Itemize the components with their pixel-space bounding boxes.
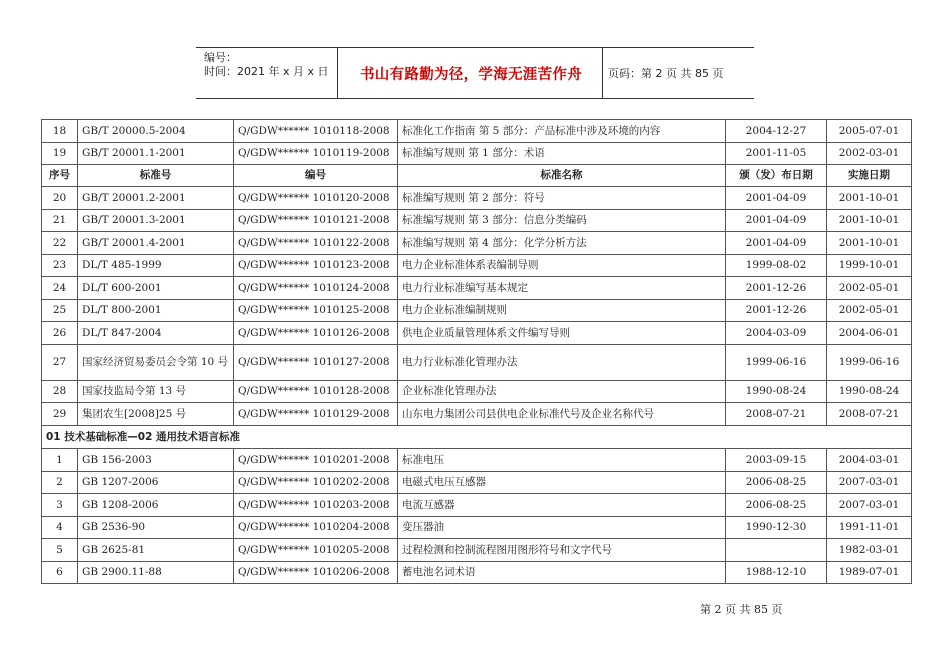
cell-std: 集团农生[2008]25 号: [78, 403, 234, 426]
cell-code: Q/GDW****** 1010123-2008: [234, 255, 398, 277]
header-divider: [337, 48, 338, 98]
table-row: [42, 120, 912, 143]
cell-no: 19: [42, 143, 78, 165]
table-row: [42, 517, 912, 539]
cell-issue: 2001-11-05: [726, 143, 827, 165]
table-row: [42, 210, 912, 232]
cell-impl: 1990-08-24: [827, 381, 912, 403]
cell-name: 电力行业标准化管理办法: [398, 345, 726, 381]
cell-name: 标准编写规则 第 1 部分：术语: [398, 143, 726, 165]
cell-std: GB 1207-2006: [78, 472, 234, 494]
cell-code: Q/GDW****** 1010126-2008: [234, 322, 398, 345]
table-row: [42, 143, 912, 165]
table-row: [42, 345, 912, 381]
cell-name: 企业标准化管理办法: [398, 381, 726, 403]
cell-code: Q/GDW****** 1010128-2008: [234, 381, 398, 403]
cell-no: 20: [42, 187, 78, 210]
cell-std: GB/T 20001.4-2001: [78, 232, 234, 255]
cell-name: 过程检测和控制流程图用图形符号和文字代号: [398, 539, 726, 562]
cell-issue: 2001-12-26: [726, 277, 827, 300]
cell-impl: 1999-10-01: [827, 255, 912, 277]
cell-issue: 1999-06-16: [726, 345, 827, 381]
table-row: [42, 449, 912, 472]
cell-no: 18: [42, 120, 78, 143]
cell-std: 国家经济贸易委员会令第 10 号: [78, 345, 234, 381]
cell-code: Q/GDW****** 1010206-2008: [234, 562, 398, 584]
cell-no: 6: [42, 562, 78, 584]
cell-impl: 2001-10-01: [827, 232, 912, 255]
cell-std: GB/T 20001.3-2001: [78, 210, 234, 232]
section-row: [42, 426, 912, 449]
cell-impl: 2004-06-01: [827, 322, 912, 345]
table-row: [42, 232, 912, 255]
cell-name: 变压器油: [398, 517, 726, 539]
cell-no: 28: [42, 381, 78, 403]
cell-std: DL/T 600-2001: [78, 277, 234, 300]
standards-table: [41, 119, 912, 584]
cell-impl: 2002-05-01: [827, 277, 912, 300]
cell-impl: 1982-03-01: [827, 539, 912, 562]
cell-code: Q/GDW****** 1010201-2008: [234, 449, 398, 472]
cell-std: GB 156-2003: [78, 449, 234, 472]
cell-issue: 1990-12-30: [726, 517, 827, 539]
cell-impl: 2001-10-01: [827, 187, 912, 210]
section-title: 01 技术基础标准—02 通用技术语言标准: [42, 426, 912, 449]
cell-code: Q/GDW****** 1010121-2008: [234, 210, 398, 232]
cell-no: 21: [42, 210, 78, 232]
cell-issue: 2001-12-26: [726, 300, 827, 322]
cell-name: 标准编写规则 第 2 部分：符号: [398, 187, 726, 210]
cell-impl: 2008-07-21: [827, 403, 912, 426]
page-header: [196, 47, 754, 99]
cell-std: GB/T 20000.5-2004: [78, 120, 234, 143]
column-header: 序号: [42, 165, 78, 187]
cell-issue: 2001-04-09: [726, 210, 827, 232]
cell-code: Q/GDW****** 1010127-2008: [234, 345, 398, 381]
cell-code: Q/GDW****** 1010204-2008: [234, 517, 398, 539]
cell-std: GB 2625-81: [78, 539, 234, 562]
cell-std: GB 1208-2006: [78, 494, 234, 517]
table-body: [42, 449, 912, 584]
column-header: 标准号: [78, 165, 234, 187]
cell-std: GB 2536-90: [78, 517, 234, 539]
cell-no: 26: [42, 322, 78, 345]
cell-std: 国家技监局令第 13 号: [78, 381, 234, 403]
table-row: [42, 494, 912, 517]
table-row: [42, 322, 912, 345]
cell-std: DL/T 847-2004: [78, 322, 234, 345]
cell-impl: 2002-05-01: [827, 300, 912, 322]
cell-name: 标准电压: [398, 449, 726, 472]
cell-impl: 1999-06-16: [827, 345, 912, 381]
column-header: 实施日期: [827, 165, 912, 187]
cell-std: GB/T 20001.2-2001: [78, 187, 234, 210]
cell-impl: 1991-11-01: [827, 517, 912, 539]
cell-code: Q/GDW****** 1010122-2008: [234, 232, 398, 255]
cell-issue: 1999-08-02: [726, 255, 827, 277]
header-divider: [602, 48, 603, 98]
table-row: [42, 381, 912, 403]
column-header: 颁（发）布日期: [726, 165, 827, 187]
cell-issue: 2001-04-09: [726, 187, 827, 210]
cell-name: 电磁式电压互感器: [398, 472, 726, 494]
cell-std: GB/T 20001.1-2001: [78, 143, 234, 165]
cell-code: Q/GDW****** 1010119-2008: [234, 143, 398, 165]
cell-name: 供电企业质量管理体系文件编写导则: [398, 322, 726, 345]
cell-name: 标准化工作指南 第 5 部分：产品标准中涉及环境的内容: [398, 120, 726, 143]
cell-impl: 2004-03-01: [827, 449, 912, 472]
cell-no: 23: [42, 255, 78, 277]
table-body: [42, 187, 912, 426]
cell-std: DL/T 800-2001: [78, 300, 234, 322]
cell-code: Q/GDW****** 1010118-2008: [234, 120, 398, 143]
cell-std: GB 2900.11-88: [78, 562, 234, 584]
cell-issue: 2004-12-27: [726, 120, 827, 143]
cell-issue: 2004-03-09: [726, 322, 827, 345]
cell-issue: 1990-08-24: [726, 381, 827, 403]
cell-impl: 2007-03-01: [827, 472, 912, 494]
motto: 书山有路勤为径，学海无涯苦作舟: [360, 66, 582, 83]
cell-no: 1: [42, 449, 78, 472]
cell-name: 蓄电池名词术语: [398, 562, 726, 584]
cell-name: 电力企业标准编制规则: [398, 300, 726, 322]
table-row: [42, 255, 912, 277]
cell-name: 电力企业标准体系表编制导则: [398, 255, 726, 277]
cell-impl: 2002-03-01: [827, 143, 912, 165]
section-row-group: [42, 426, 912, 449]
time-label: 时间：2021 年 x 月 x 日: [204, 65, 329, 78]
table-row: [42, 472, 912, 494]
cell-name: 电力行业标准编写基本规定: [398, 277, 726, 300]
cell-issue: 2008-07-21: [726, 403, 827, 426]
column-header: 标准名称: [398, 165, 726, 187]
table-row: [42, 403, 912, 426]
cell-code: Q/GDW****** 1010129-2008: [234, 403, 398, 426]
column-header: 编号: [234, 165, 398, 187]
cell-code: Q/GDW****** 1010205-2008: [234, 539, 398, 562]
cell-impl: 2007-03-01: [827, 494, 912, 517]
cell-issue: 2003-09-15: [726, 449, 827, 472]
cell-name: 电流互感器: [398, 494, 726, 517]
page-footer: 第 2 页 共 85 页: [700, 603, 783, 616]
cell-no: 25: [42, 300, 78, 322]
cell-code: Q/GDW****** 1010125-2008: [234, 300, 398, 322]
table-row: [42, 562, 912, 584]
cell-name: 山东电力集团公司县供电企业标准代号及企业名称代号: [398, 403, 726, 426]
table-row: [42, 187, 912, 210]
cell-impl: 2005-07-01: [827, 120, 912, 143]
cell-issue: 2001-04-09: [726, 232, 827, 255]
cell-issue: 2006-08-25: [726, 472, 827, 494]
cell-no: 27: [42, 345, 78, 381]
cell-no: 4: [42, 517, 78, 539]
cell-impl: 1989-07-01: [827, 562, 912, 584]
cell-impl: 2001-10-01: [827, 210, 912, 232]
number-label: 编号：: [204, 51, 237, 64]
cell-issue: 1988-12-10: [726, 562, 827, 584]
cell-no: 3: [42, 494, 78, 517]
cell-code: Q/GDW****** 1010124-2008: [234, 277, 398, 300]
cell-code: Q/GDW****** 1010120-2008: [234, 187, 398, 210]
table-row: [42, 539, 912, 562]
cell-no: 2: [42, 472, 78, 494]
cell-no: 5: [42, 539, 78, 562]
table-header: [42, 165, 912, 187]
cell-name: 标准编写规则 第 4 部分：化学分析方法: [398, 232, 726, 255]
cell-no: 24: [42, 277, 78, 300]
header-row: [42, 165, 912, 187]
cell-issue: [726, 539, 827, 562]
cell-issue: 2006-08-25: [726, 494, 827, 517]
header-meta: [204, 51, 334, 95]
table-row: [42, 300, 912, 322]
cell-no: 22: [42, 232, 78, 255]
cell-no: 29: [42, 403, 78, 426]
cell-code: Q/GDW****** 1010203-2008: [234, 494, 398, 517]
table-row: [42, 277, 912, 300]
cell-std: DL/T 485-1999: [78, 255, 234, 277]
table-body: [42, 120, 912, 165]
page-indicator: 页码：第 2 页 共 85 页: [608, 67, 724, 80]
cell-code: Q/GDW****** 1010202-2008: [234, 472, 398, 494]
cell-name: 标准编写规则 第 3 部分：信息分类编码: [398, 210, 726, 232]
